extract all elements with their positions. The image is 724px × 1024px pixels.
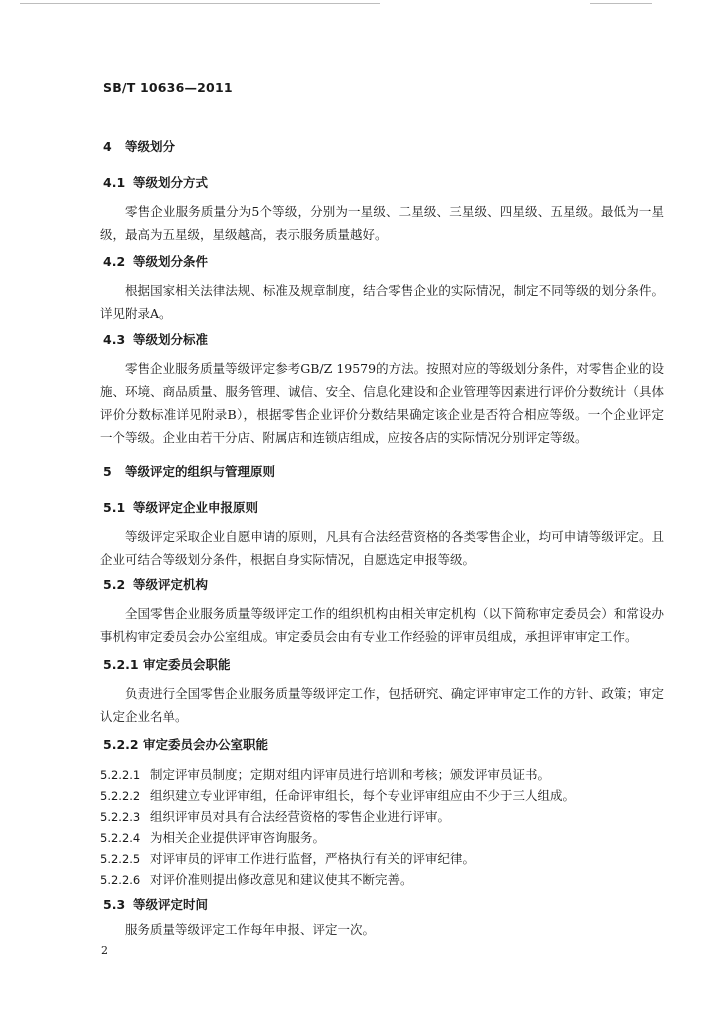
- list-item: [100, 786, 575, 804]
- subsection-heading: [103, 575, 208, 593]
- item-number: 5.2.2.2: [100, 789, 141, 803]
- paragraph: 负责进行全国零售企业服务质量等级评定工作，包括研究、确定评审审定工作的方针、政策；审定认定企业名单。: [100, 686, 664, 724]
- item-number: 5.2.2.3: [100, 810, 141, 824]
- section-heading: [103, 137, 175, 155]
- item-text: 对评价准则提出修改意见和建议使其不断完善。: [150, 872, 413, 887]
- list-item: [100, 870, 413, 888]
- section-number: 5.1: [103, 500, 126, 515]
- section-number: 4: [103, 139, 112, 154]
- item-text: 制定评审员制度；定期对组内评审员进行培训和考核；颁发评审员证书。: [150, 767, 551, 782]
- scan-edge-line: [20, 3, 380, 4]
- item-text: 对评审员的评审工作进行监督，严格执行有关的评审纪律。: [150, 851, 476, 866]
- section-heading: [103, 462, 275, 480]
- section-number: 5.3: [103, 897, 126, 912]
- paragraph: 服务质量等级评定工作每年申报、评定一次。: [125, 922, 376, 937]
- paragraph: 根据国家相关法律法规、标准及规章制度，结合零售企业的实际情况，制定不同等级的划分条件。详见附录A。: [100, 283, 664, 321]
- section-title: 审定委员会职能: [143, 657, 231, 672]
- item-text: 组织评审员对具有合法经营资格的零售企业进行评审。: [150, 809, 451, 824]
- section-title: 审定委员会办公室职能: [143, 737, 269, 752]
- subsection-heading: [103, 330, 208, 348]
- item-text: 组织建立专业评审组，任命评审组长，每个专业评审组应由不少于三人组成。: [150, 788, 576, 803]
- section-number: 5.2: [103, 577, 126, 592]
- section-number: 4.2: [103, 254, 126, 269]
- list-item: [100, 849, 475, 867]
- section-number: 5: [103, 464, 112, 479]
- list-item: [100, 765, 550, 783]
- subsection-heading: [103, 252, 208, 270]
- section-number: 5.2.1: [103, 657, 139, 672]
- paragraph: 零售企业服务质量分为5个等级，分别为一星级、二星级、三星级、四星级、五星级。最低为一星级，最高为五星级，星级越高，表示服务质量越好。: [100, 204, 664, 242]
- subsection-heading: [103, 655, 231, 673]
- paragraph: 等级评定采取企业自愿申请的原则，凡具有合法经营资格的各类零售企业，均可申请等级评定。且企业可结合等级划分条件，根据自身实际情况，自愿选定申报等级。: [100, 529, 664, 567]
- section-number: 4.1: [103, 175, 126, 190]
- subsection-heading: [103, 735, 268, 753]
- item-number: 5.2.2.4: [100, 831, 141, 845]
- section-title: 等级划分条件: [133, 254, 209, 269]
- subsection-heading: [103, 895, 208, 913]
- item-number: 5.2.2.1: [100, 768, 141, 782]
- section-title: 等级评定企业申报原则: [133, 500, 259, 515]
- paragraph: 零售企业服务质量等级评定参考GB/Z 19579的方法。按照对应的等级划分条件，对零售企业的设施、环境、商品质量、服务管理、诚信、安全、信息化建设和企业管理等因素进行评价分数统计（具体评价分数标准详见附录B），根据零售企业评价分数结果确定该企业是否符合相应等级。一个企业评定一个等级。企业由若干分店、附属店和连锁店组成，应按各店的实际情况分别评定等级。: [100, 361, 664, 445]
- section-title: 等级划分标准: [133, 332, 209, 347]
- subsection-heading: [103, 173, 208, 191]
- list-item: [100, 807, 450, 825]
- paragraph: 全国零售企业服务质量等级评定工作的组织机构由相关审定机构（以下简称审定委员会）和常设办事机构审定委员会办公室组成。审定委员会由有专业工作经验的评审员组成，承担评审审定工作。: [100, 606, 664, 644]
- item-text: 为相关企业提供评审咨询服务。: [150, 830, 326, 845]
- scan-edge-line: [590, 3, 652, 4]
- section-title: 等级评定机构: [133, 577, 209, 592]
- list-item: [100, 828, 325, 846]
- section-title: 等级评定的组织与管理原则: [125, 464, 276, 479]
- section-title: 等级评定时间: [133, 897, 209, 912]
- page-number: 2: [101, 944, 108, 957]
- item-number: 5.2.2.5: [100, 852, 141, 866]
- document-id: SB/T 10636—2011: [103, 80, 233, 95]
- section-title: 等级划分方式: [133, 175, 209, 190]
- subsection-heading: [103, 498, 258, 516]
- section-number: 5.2.2: [103, 737, 139, 752]
- section-title: 等级划分: [125, 139, 176, 154]
- section-number: 4.3: [103, 332, 126, 347]
- item-number: 5.2.2.6: [100, 873, 141, 887]
